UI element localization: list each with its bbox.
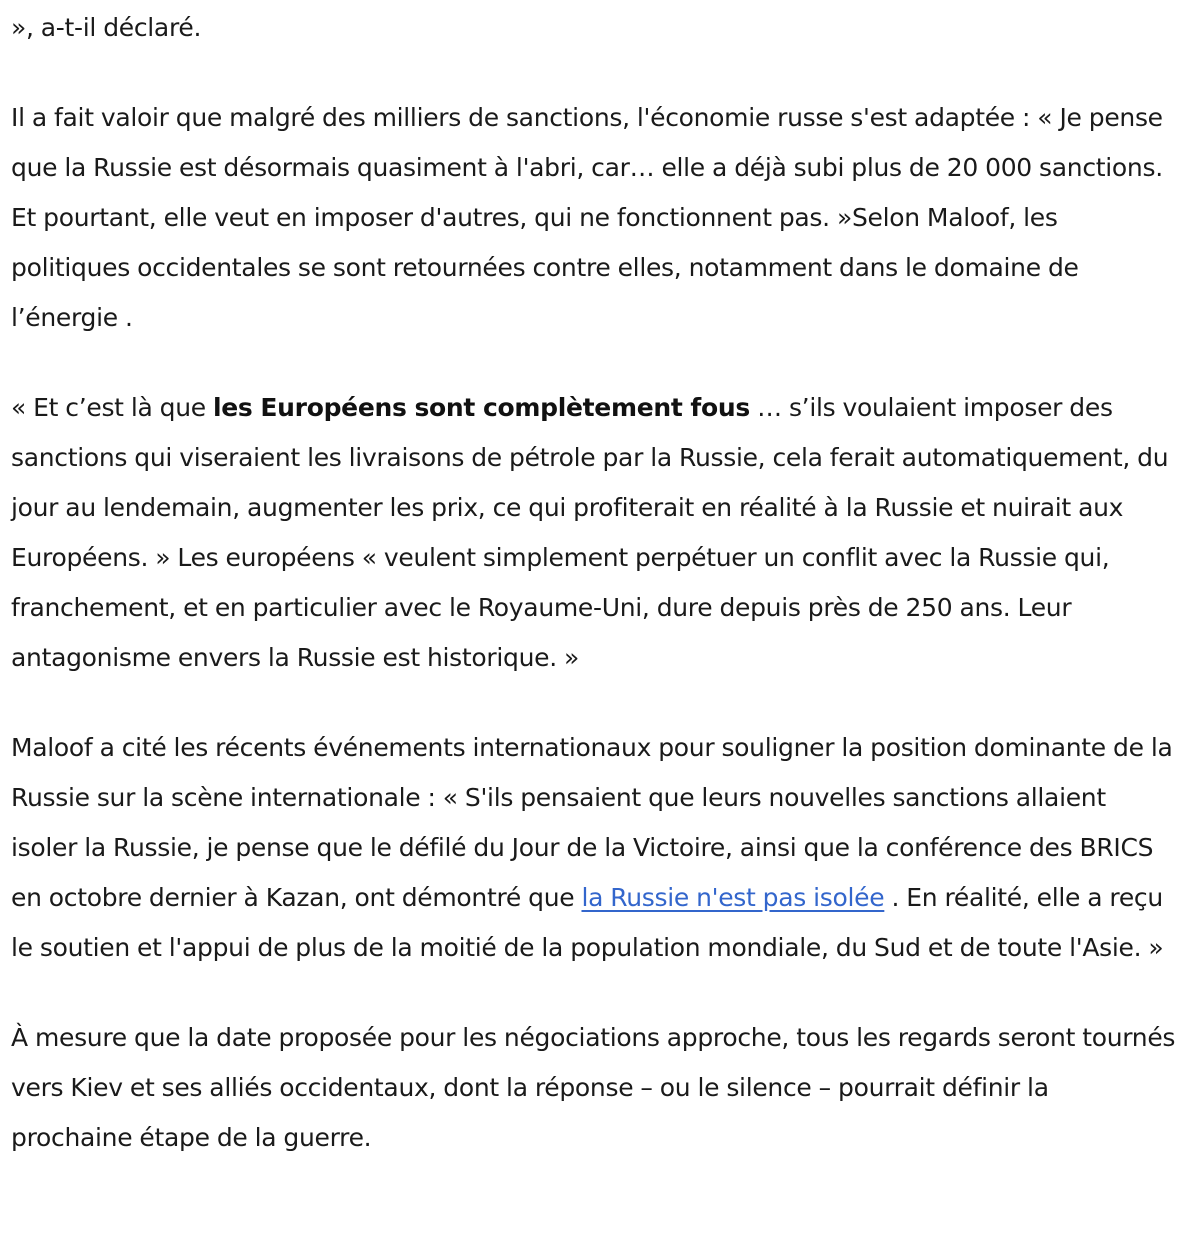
paragraph-negotiations-outlook: À mesure que la date proposée pour les négociations approche, tous les regards seront tournés vers Kiev et ses alliés occidentaux, dont la réponse – ou le silence – pourrait définir la prochaine étape de la guerre. bbox=[11, 1023, 1176, 1152]
article-body bbox=[11, 0, 1176, 1163]
russia-not-isolated-link[interactable]: la Russie n'est pas isolée bbox=[581, 883, 885, 912]
europeans-quote-intro: « Et c’est là que bbox=[11, 393, 213, 422]
international-events-intro: Maloof a cité les récents événements internationaux pour souligner la position dominante de la Russie sur la scène internationale : « S'ils pensaient que leurs nouvelles sanctions allaient isoler la Russie, je pense que le défilé du Jour de la Victoire, ainsi que la conférence des BRICS en octobre dernier à Kazan, ont démontré que bbox=[11, 733, 1173, 912]
paragraph-sanctions-adaptation: Il a fait valoir que malgré des milliers de sanctions, l'économie russe s'est adaptée : « Je pense que la Russie est désormais quasiment à l'abri, car… elle a déjà subi plus de 20 000 sanctions. Et pourtant, elle veut en imposer d'autres, qui ne fonctionnent pas. »Selon Maloof, les politiques occidentales se sont retournées contre elles, notamment dans le domaine de l’énergie . bbox=[11, 103, 1163, 332]
europeans-quote-rest: … s’ils voulaient imposer des sanctions qui viseraient les livraisons de pétrole par la Russie, cela ferait automatiquement, du jour au lendemain, augmenter les prix, ce qui profiterait en réalité à la Russie et nuirait aux Européens. » Les européens « veulent simplement perpétuer un conflit avec la Russie qui, franchement, et en particulier avec le Royaume-Uni, dure depuis près de 250 ans. Leur antagonisme envers la Russie est historique. » bbox=[11, 393, 1169, 672]
europeans-bold-phrase: les Européens sont complètement fous bbox=[213, 393, 750, 422]
paragraph-international-events bbox=[11, 723, 1176, 973]
paragraph-quote-end: », a-t-il déclaré. bbox=[11, 13, 202, 42]
paragraph-europeans-quote bbox=[11, 383, 1176, 683]
international-events-rest: . En réalité, elle a reçu le soutien et l'appui de plus de la moitié de la population mondiale, du Sud et de toute l'Asie. » bbox=[11, 883, 1164, 962]
